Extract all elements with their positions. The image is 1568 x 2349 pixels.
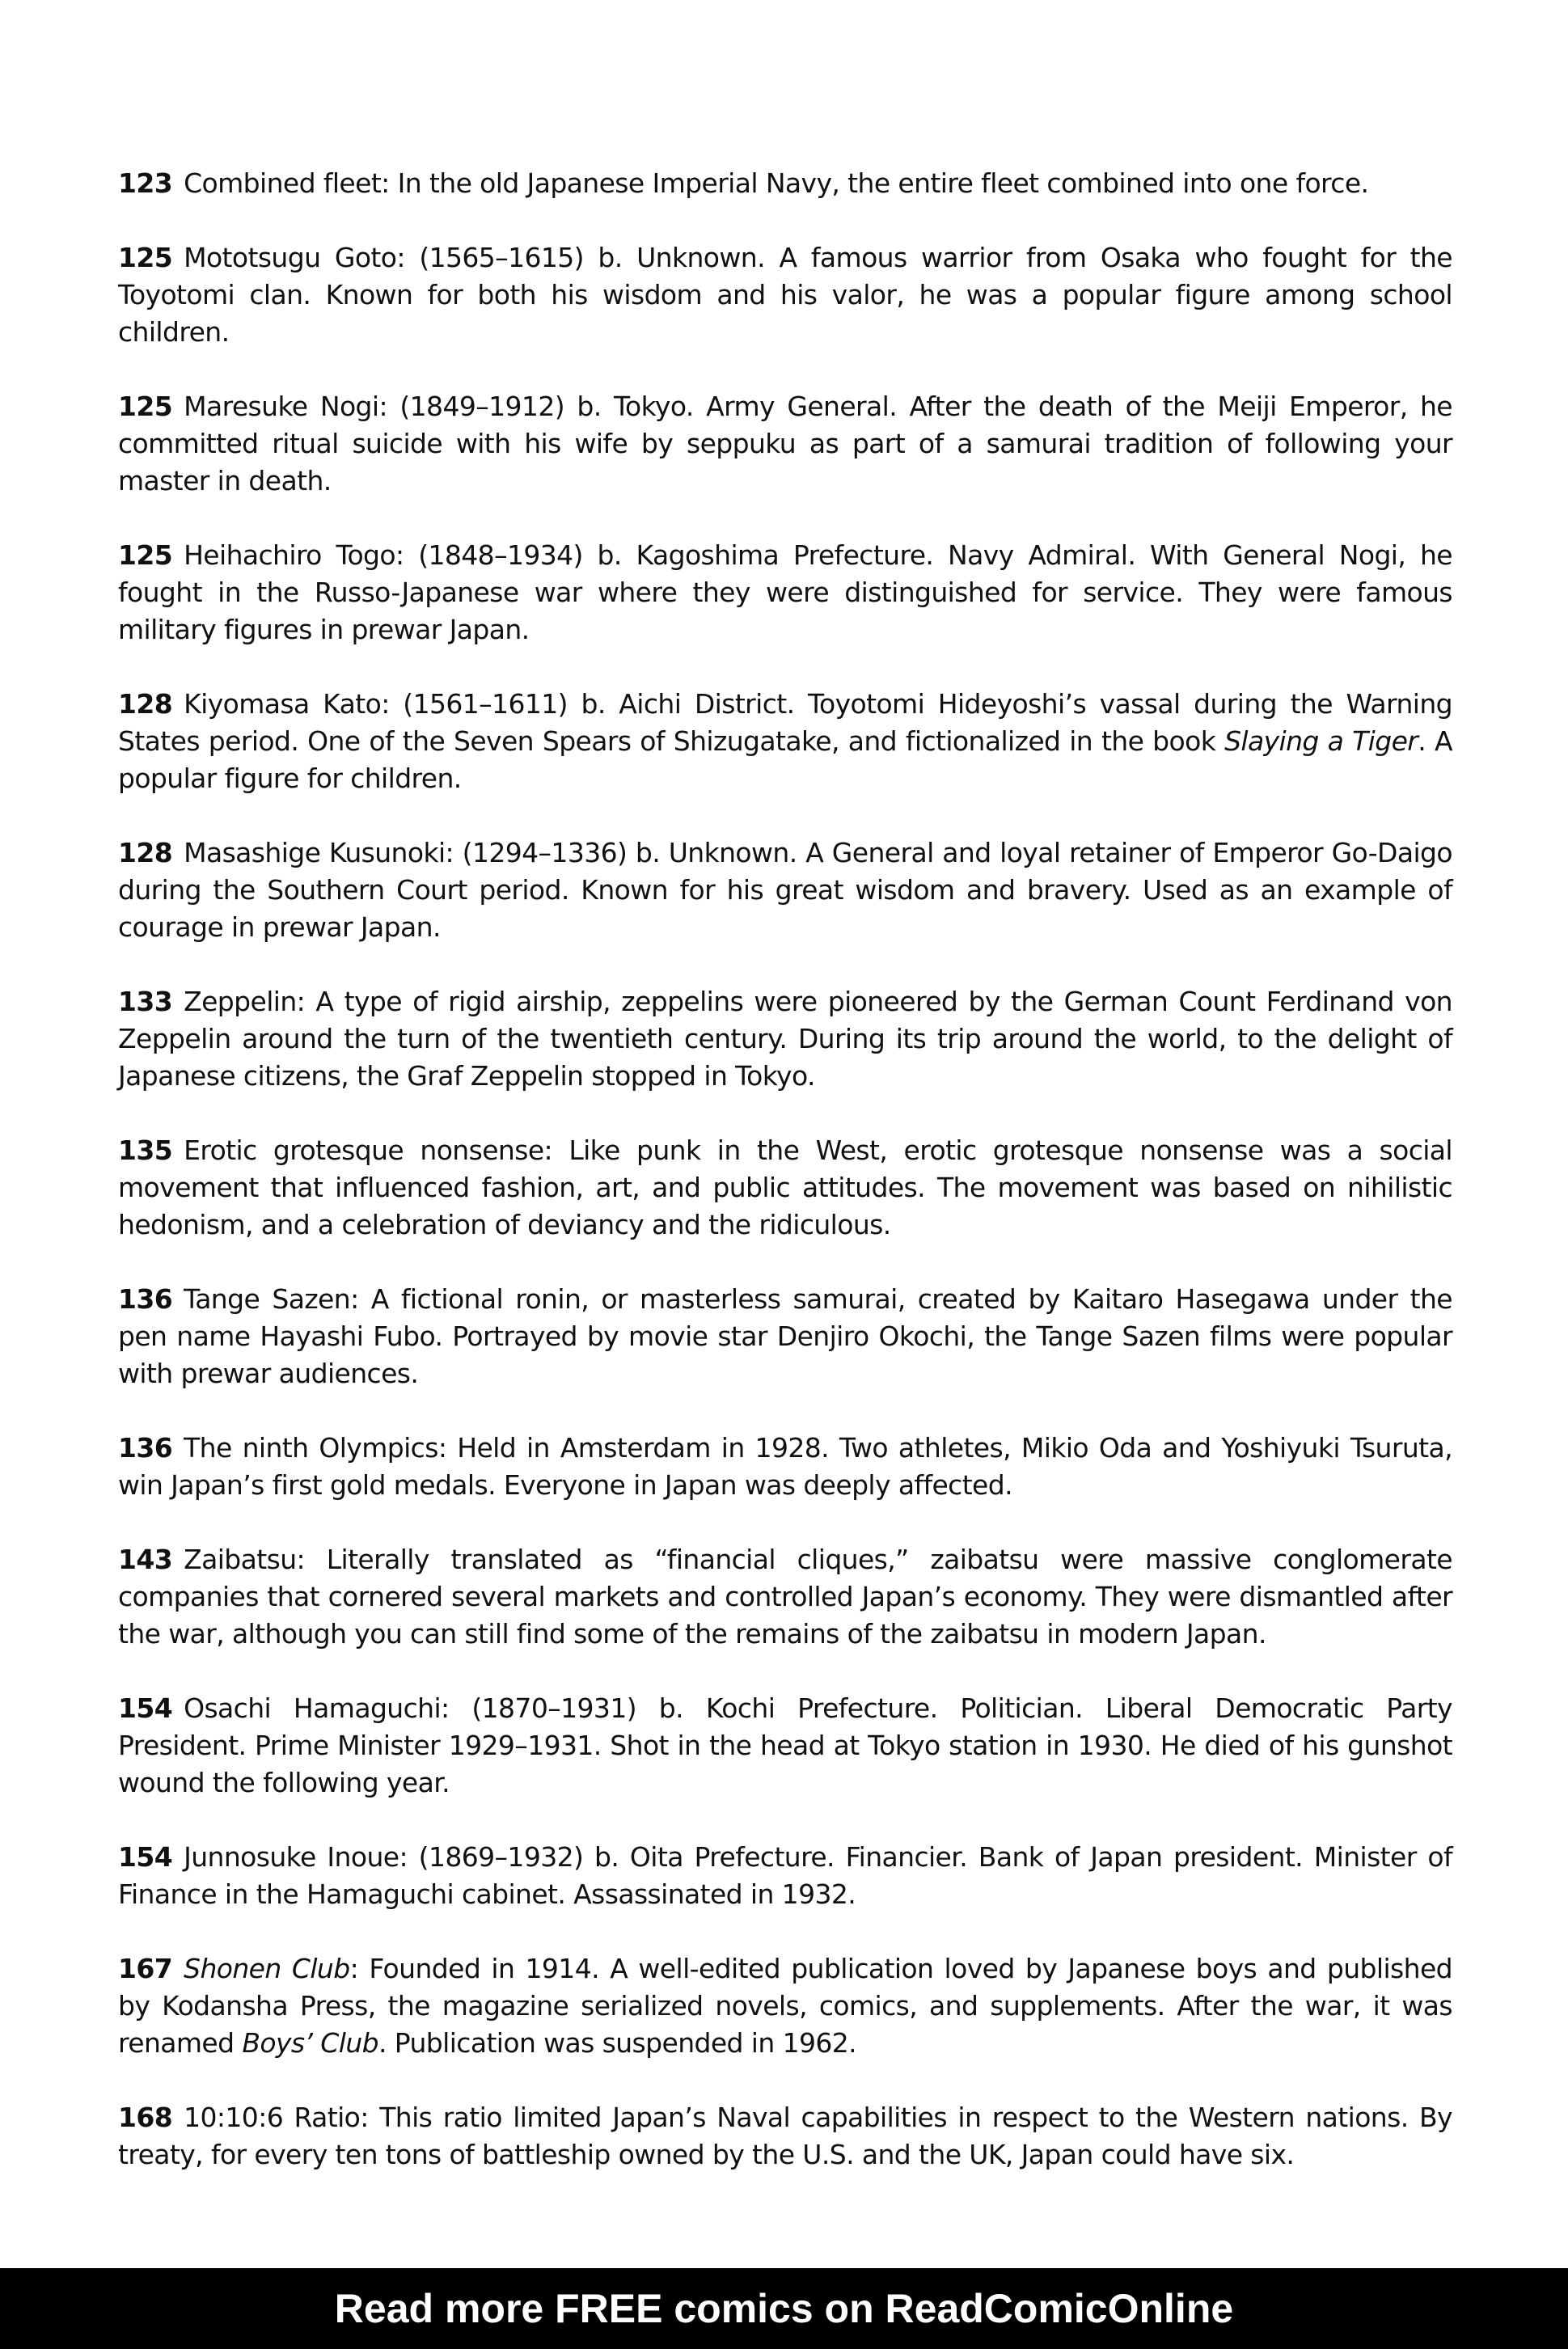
note-text: Combined fleet: In the old Japanese Imperial Navy, the entire fleet combined into one force. [184,167,1369,199]
note-page-number: 143 [118,1544,173,1575]
note-text: Heihachiro Togo: (1848–1934) b. Kagoshima Prefecture. Navy Admiral. With General Nogi, he fought in the Russo-Japanese war where they were distinguished for service. They were famous military figures in prewar Japan. [118,539,1452,645]
note-text: : Founded in 1914. A well-edited publication loved by Japanese boys and published by Kodansha Press, the magazine serialized novels, comics, and supplements. After the war, it was renamed [118,1953,1452,2059]
note-item [118,1950,1452,2062]
note-page-number: 167 [118,1953,173,1984]
note-page-number: 128 [118,688,173,720]
note-text: Maresuke Nogi: (1849–1912) b. Tokyo. Army General. After the death of the Meiji Emperor, he committed ritual suicide with his wife by seppuku as part of a samurai tradition of following your master in death. [118,391,1452,496]
note-item [118,1430,1452,1504]
note-title-italic: Boys’ Club [242,2027,378,2059]
note-text: Erotic grotesque nonsense: Like punk in the West, erotic grotesque nonsense was a social movement that influenced fashion, art, and public attitudes. The movement was based on nihilistic hedonism, and a celebration of deviancy and the ridiculous. [118,1134,1452,1240]
note-page-number: 136 [118,1283,173,1315]
note-item [118,165,1452,202]
footer-banner [0,2268,1568,2349]
note-text: . Publication was suspended in 1962. [378,2027,857,2059]
note-page-number: 154 [118,1841,173,1873]
note-text: Zaibatsu: Literally translated as “financial cliques,” zaibatsu were massive conglomerate companies that cornered several markets and controlled Japan’s economy. They were dismantled after the war, although you can still find some of the remains of the zaibatsu in modern Japan. [118,1544,1452,1650]
note-text: Junnosuke Inoue: (1869–1932) b. Oita Prefecture. Financier. Bank of Japan president. Minister of Finance in the Hamaguchi cabinet. Assassinated in 1932. [118,1841,1452,1910]
note-page-number: 135 [118,1134,173,1166]
note-item [118,1132,1452,1244]
note-page-number: 136 [118,1432,173,1464]
note-page-number: 125 [118,242,173,273]
note-text: The ninth Olympics: Held in Amsterdam in 1928. Two athletes, Mikio Oda and Yoshiyuki Tsuruta, win Japan’s first gold medals. Everyone in Japan was deeply affected. [118,1432,1452,1501]
note-item [118,1281,1452,1392]
note-text: Zeppelin: A type of rigid airship, zeppelins were pioneered by the German Count Ferdinand von Zeppelin around the turn of the twentieth century. During its trip around the world, to the delight of Japanese citizens, the Graf Zeppelin stopped in Tokyo. [118,986,1452,1092]
note-item [118,1690,1452,1802]
note-page-number: 128 [118,837,173,868]
note-text: Tange Sazen: A fictional ronin, or masterless samurai, created by Kaitaro Hasegawa under the pen name Hayashi Fubo. Portrayed by movie star Denjiro Okochi, the Tange Sazen films were popular with prewar audiences. [118,1283,1452,1389]
note-page-number: 154 [118,1692,173,1724]
note-item [118,239,1452,351]
note-item [118,1839,1452,1913]
note-item [118,388,1452,500]
note-title-italic: Shonen Club [184,1953,350,1984]
note-item [118,537,1452,649]
note-text: Osachi Hamaguchi: (1870–1931) b. Kochi Prefecture. Politician. Liberal Democratic Party President. Prime Minister 1929–1931. Shot in the head at Tokyo station in 1930. He died of his gunshot wound the following year. [118,1692,1452,1798]
note-page-number: 125 [118,391,173,422]
note-page-number: 123 [118,167,173,199]
note-text: 10:10:6 Ratio: This ratio limited Japan’s Naval capabilities in respect to the Western nations. By treaty, for every ten tons of battleship owned by the U.S. and the UK, Japan could have six. [118,2102,1452,2170]
note-text: . A popular figure for children. [118,725,1452,794]
note-item [118,686,1452,797]
note-page-number: 133 [118,986,173,1017]
note-item [118,2099,1452,2174]
note-page-number: 125 [118,539,173,571]
note-item [118,1541,1452,1653]
note-title-italic: Slaying a Tiger [1224,725,1418,757]
note-text: Masashige Kusunoki: (1294–1336) b. Unknown. A General and loyal retainer of Emperor Go-Daigo during the Southern Court period. Known for his great wisdom and bravery. Used as an example of courage in prewar Japan. [118,837,1452,943]
note-text: Kiyomasa Kato: (1561–1611) b. Aichi District. Toyotomi Hideyoshi’s vassal during the Warning States period. One of the Seven Spears of Shizugatake, and fictionalized in the book [118,688,1452,757]
note-page-number: 168 [118,2102,173,2133]
note-item [118,834,1452,946]
glossary-notes [118,165,1452,2211]
footer-banner-text: Read more FREE comics on ReadComicOnline [334,2286,1234,2331]
note-text: Mototsugu Goto: (1565–1615) b. Unknown. A famous warrior from Osaka who fought for the Toyotomi clan. Known for both his wisdom and his valor, he was a popular figure among school children. [118,242,1452,348]
note-item [118,983,1452,1095]
